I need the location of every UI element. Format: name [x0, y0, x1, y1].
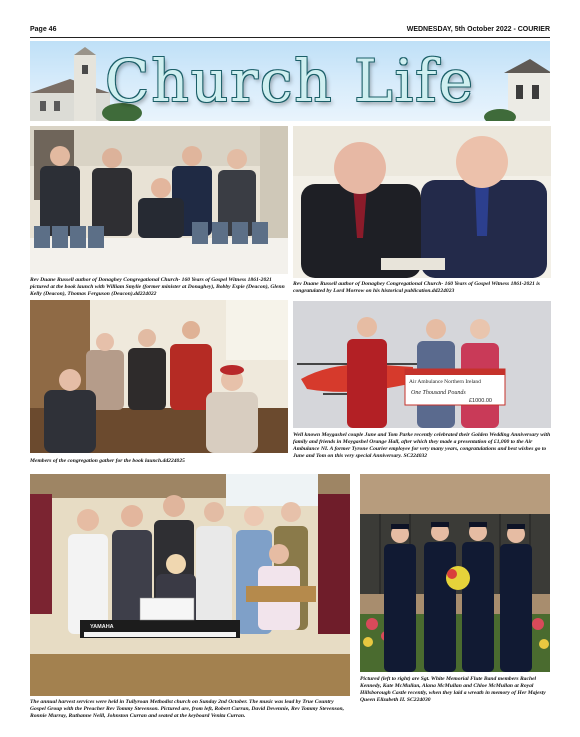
section-banner — [30, 41, 550, 121]
caption-harvest-service: The annual harvest services were held in Tullyroan Methodist church on Sunday 2nd October. The music was lead by True Country Gospel Group with the Preacher Rev Tommy Stevenson. Pictured are, from left, Robert Curran, David Devennie, Rev Tommy Stevenson, Ronnie Murray, Ruthanne Neill, Johnston Curran and seated at the keyboard Venita Curran. — [30, 699, 345, 719]
photo-air-ambulance — [293, 301, 551, 428]
caption-congregation: Members of the congregation gather for the book launch.dd224025 — [30, 458, 185, 464]
photo-book-launch — [30, 126, 288, 274]
page-header — [30, 26, 550, 36]
photo-harvest-service — [30, 474, 350, 696]
banner-title: Church Life — [105, 47, 475, 115]
caption-flute-band: Pictured (left to right) are Sgt. White Memorial Flute Band members Rachel Kennedy, Kate McMullan, Alana McMullan and Chloe McMullan at Royal Hillsborough Castle recently, when they laid a wreath in memory of Her Majesty Queen Elizabeth II. SC224030 — [360, 676, 546, 703]
photo-lord-morrow — [293, 126, 551, 278]
cheque-words: One Thousand Pounds — [411, 390, 466, 396]
caption-book-launch: Rev Duane Russell author of Donaghey Congregational Church- 160 Years of Gospel Witness 1861-2021 pictured at the book launch with William Smylie (former minister at Donaghey), Bobby Espie (Deacon), Glenn Kelly (Deacon), Thomas Ferguson (Deacon).dd224022 — [30, 277, 285, 297]
photo-congregation — [30, 300, 288, 453]
page-number: Page 46 — [30, 26, 57, 33]
photo-flute-band — [360, 474, 550, 672]
caption-air-ambulance: Well known Moygashel couple June and Tom Parke recently celebrated their Golden Wedding Anniversary with family and friends in Moygashel Orange Hall, after which they made a presentation of £1,000 to the Air Ambulance NI. A former Tyrone Courier employee for very many years, congratulations and best wishes go to June and Tom on this very special Anniversary. SC224032 — [293, 432, 551, 459]
cheque-amount: £1000.00 — [469, 398, 492, 404]
cheque-payee: Air Ambulance Northern Ireland — [409, 379, 481, 385]
dateline: WEDNESDAY, 5th October 2022 - COURIER — [406, 26, 550, 33]
caption-lord-morrow: Rev Duane Russell author of Donaghey Congregational Church- 160 Years of Gospel Witness 1861-2021 is congratulated by Lord Morrow on his historical publication.dd224023 — [293, 281, 540, 294]
keyboard-brand: YAMAHA — [90, 624, 114, 630]
header-rule — [30, 37, 550, 38]
